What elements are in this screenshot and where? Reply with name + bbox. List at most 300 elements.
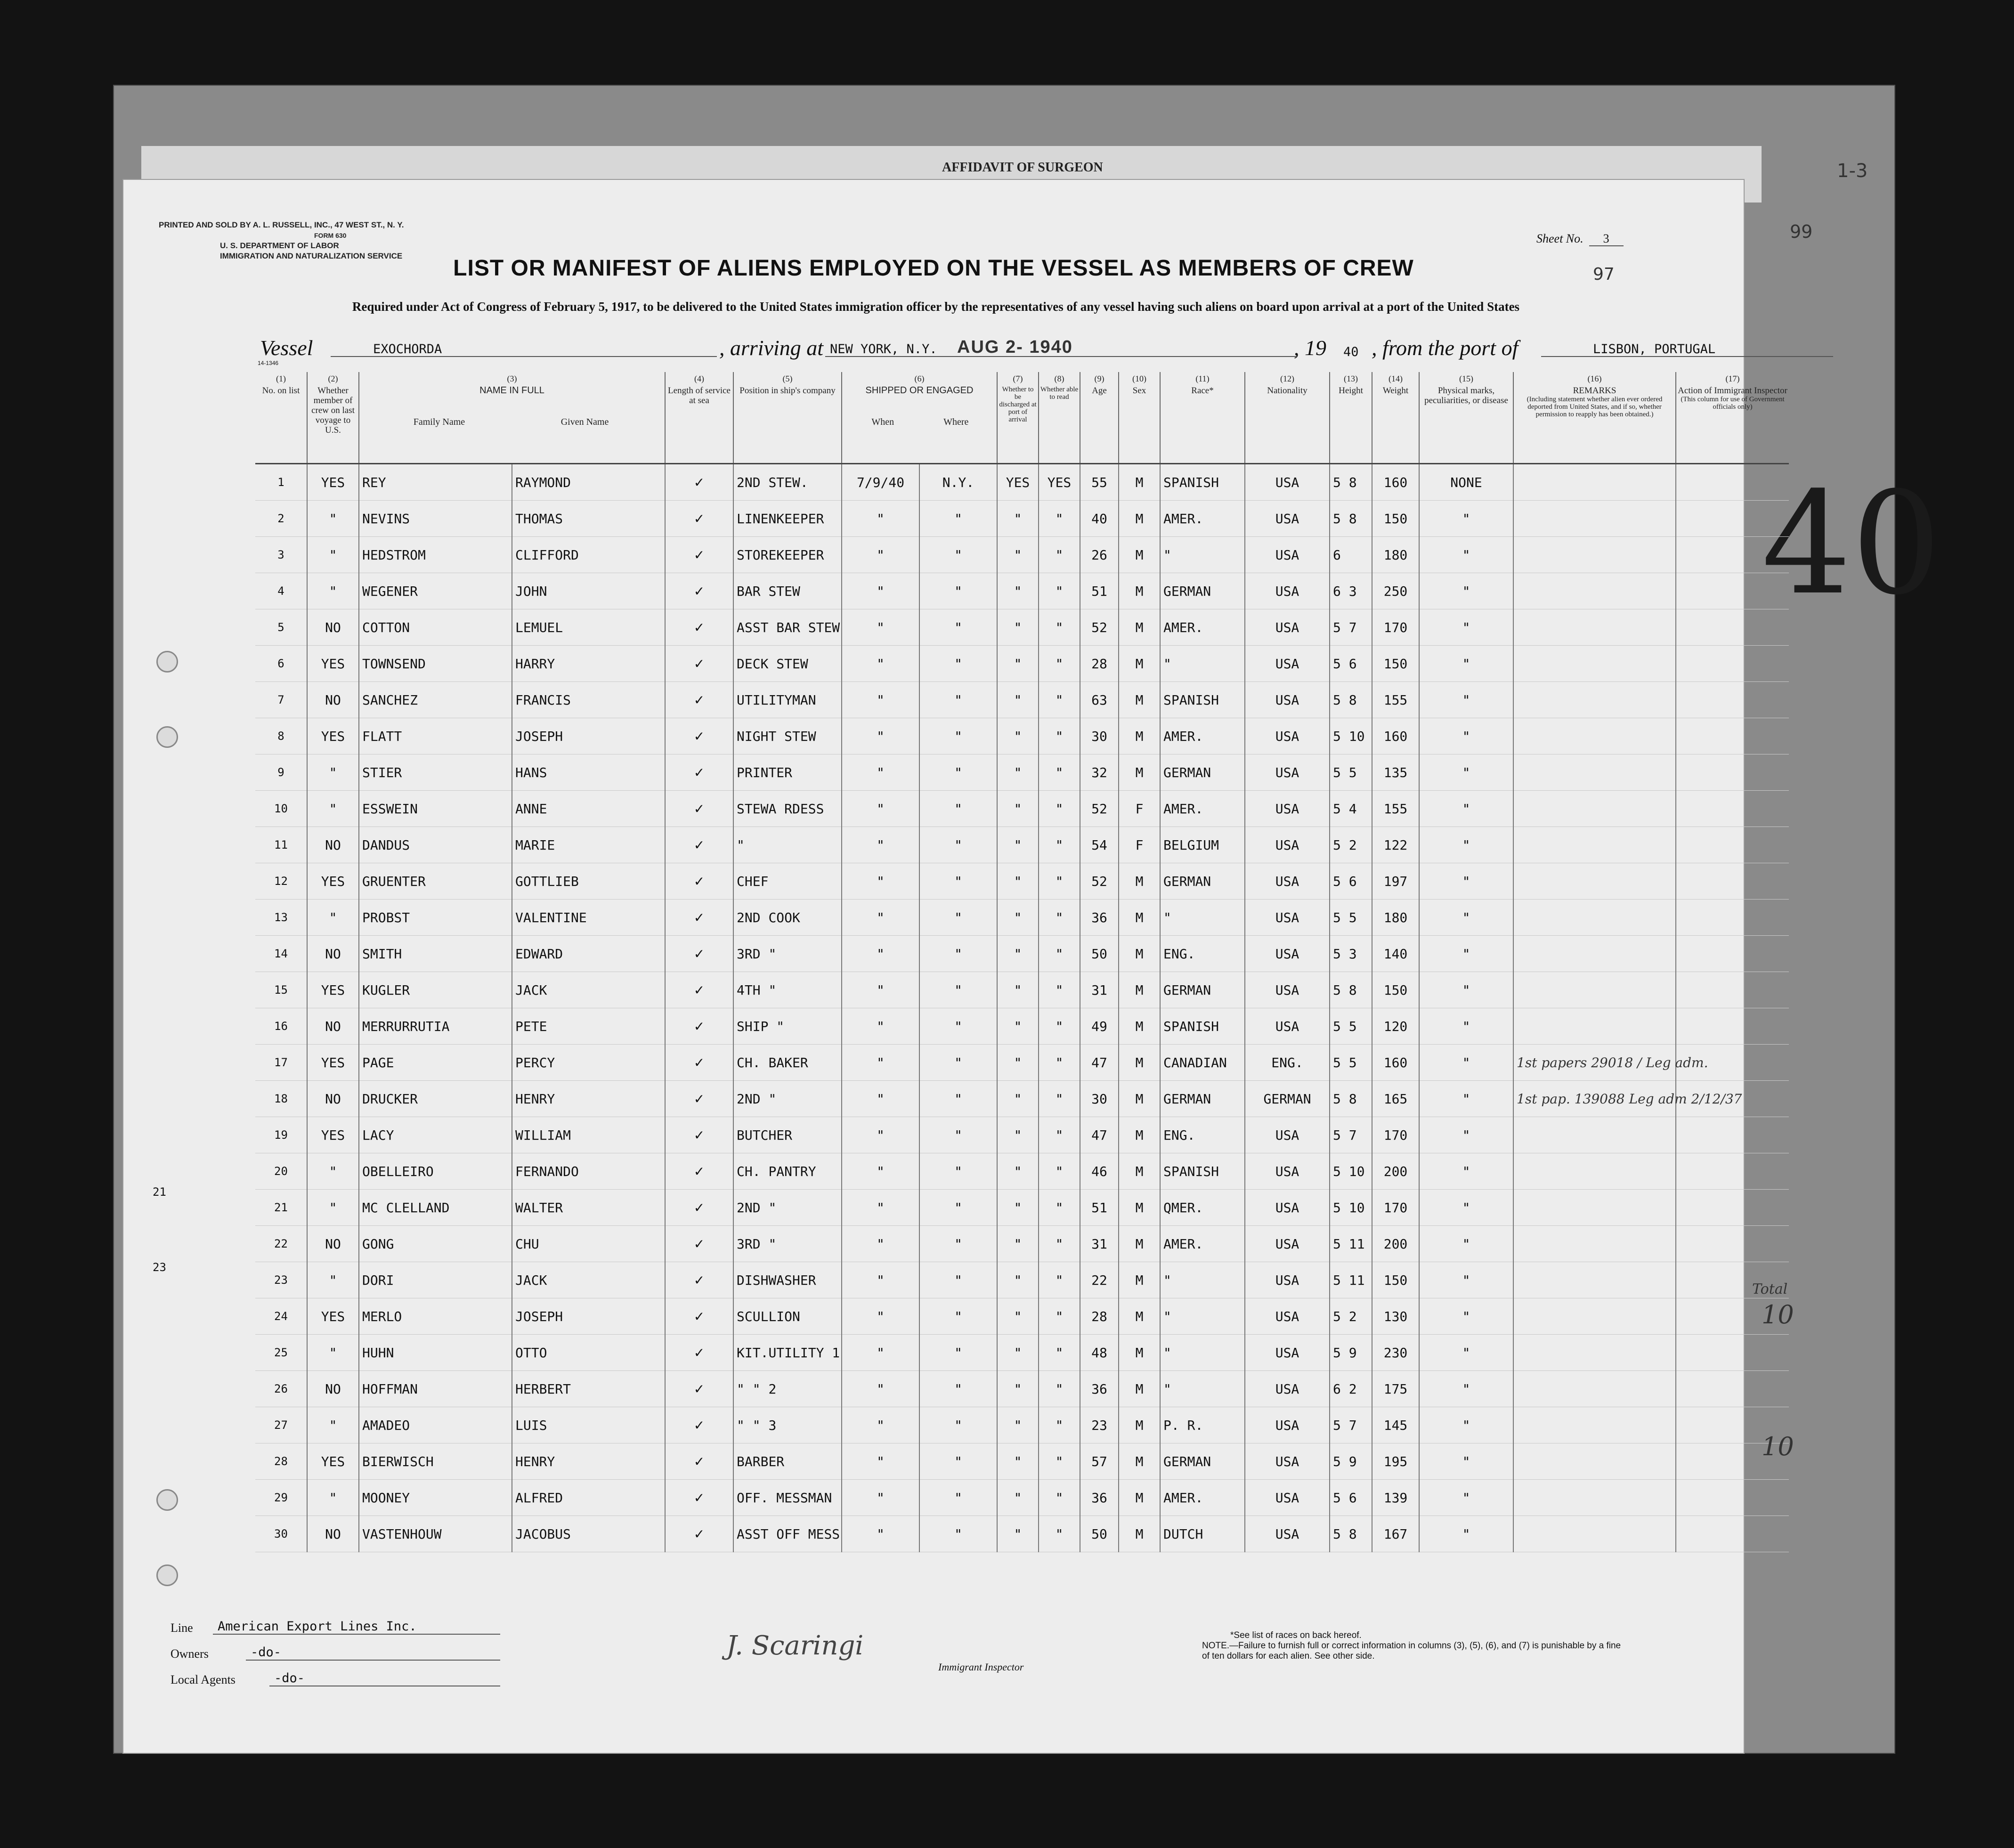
weight-cell: 170 — [1372, 1117, 1419, 1153]
table-row — [255, 972, 1789, 1008]
shipped-when-cell: " — [842, 1407, 919, 1443]
remarks-cell — [1513, 609, 1676, 646]
folio-number: 99 — [1790, 221, 1813, 242]
shipped-when-cell: " — [842, 646, 919, 682]
sex-cell: M — [1119, 1262, 1160, 1298]
remarks-cell — [1513, 827, 1676, 863]
table-row — [255, 537, 1789, 573]
discharged-cell: " — [997, 609, 1039, 646]
tally-value-1: 10 — [1762, 1300, 1794, 1329]
height-cell: 5 9 — [1330, 1443, 1372, 1480]
last-voyage-cell: " — [307, 1480, 359, 1516]
family-name-cell: REY — [359, 464, 512, 501]
height-cell: 5 11 — [1330, 1226, 1372, 1262]
service-check-cell: ✓ — [665, 1190, 733, 1226]
last-voyage-cell: YES — [307, 718, 359, 754]
shipped-when-cell: " — [842, 1262, 919, 1298]
sex-cell: F — [1119, 791, 1160, 827]
position-cell: PRINTER — [733, 754, 842, 791]
remarks-cell — [1513, 573, 1676, 609]
tally-value-2: 10 — [1762, 1432, 1794, 1461]
given-name-cell: FRANCIS — [512, 682, 665, 718]
family-name-cell: TOWNSEND — [359, 646, 512, 682]
table-row — [255, 609, 1789, 646]
age-cell: 31 — [1080, 972, 1119, 1008]
race-cell: GERMAN — [1160, 573, 1245, 609]
row-number-cell: 4 — [255, 573, 307, 609]
discharged-cell: " — [997, 972, 1039, 1008]
sheet-number — [1536, 232, 1624, 246]
inspector-action-cell — [1676, 1480, 1789, 1516]
able-to-read-cell: " — [1039, 718, 1080, 754]
row-number-cell: 10 — [255, 791, 307, 827]
able-to-read-cell: " — [1039, 1081, 1080, 1117]
able-to-read-cell: YES — [1039, 464, 1080, 501]
able-to-read-cell: " — [1039, 501, 1080, 537]
position-cell: DISHWASHER — [733, 1262, 842, 1298]
shipped-where-cell: " — [919, 1045, 997, 1081]
sex-cell: M — [1119, 900, 1160, 936]
remarks-cell — [1513, 1153, 1676, 1190]
shipped-where-cell: " — [919, 1117, 997, 1153]
col-shipped: (6) SHIPPED OR ENGAGED When Where — [842, 372, 997, 464]
discharged-cell: " — [997, 682, 1039, 718]
year-label: , 19 — [1294, 336, 1326, 360]
given-name-cell: HANS — [512, 754, 665, 791]
physical-marks-cell: " — [1419, 1371, 1513, 1407]
table-row — [255, 1008, 1789, 1045]
service-check-cell: ✓ — [665, 1516, 733, 1552]
sex-cell: M — [1119, 936, 1160, 972]
shipped-where-cell: " — [919, 791, 997, 827]
arrival-date-stamp: AUG 2- 1940 — [957, 337, 1073, 357]
remarks-cell — [1513, 718, 1676, 754]
shipped-when-cell: " — [842, 827, 919, 863]
row-number-cell: 30 — [255, 1516, 307, 1552]
weight-cell: 167 — [1372, 1516, 1419, 1552]
nationality-cell: USA — [1245, 1117, 1330, 1153]
family-name-cell: WEGENER — [359, 573, 512, 609]
shipped-when-cell: " — [842, 972, 919, 1008]
row-number-cell: 18 — [255, 1081, 307, 1117]
last-voyage-cell: " — [307, 900, 359, 936]
age-cell: 51 — [1080, 573, 1119, 609]
position-cell: OFF. MESSMAN — [733, 1480, 842, 1516]
service-check-cell: ✓ — [665, 1480, 733, 1516]
race-cell: P. R. — [1160, 1407, 1245, 1443]
discharged-cell: " — [997, 754, 1039, 791]
race-cell: AMER. — [1160, 791, 1245, 827]
table-row — [255, 754, 1789, 791]
given-name-cell: OTTO — [512, 1335, 665, 1371]
row-number-cell: 13 — [255, 900, 307, 936]
form-code: 14-1346 — [258, 360, 279, 366]
nationality-cell: USA — [1245, 1516, 1330, 1552]
remarks-cell — [1513, 1335, 1676, 1371]
able-to-read-cell: " — [1039, 1335, 1080, 1371]
physical-marks-cell: " — [1419, 972, 1513, 1008]
agents-field — [171, 1671, 305, 1687]
last-voyage-cell: NO — [307, 1008, 359, 1045]
footer — [171, 1612, 1725, 1729]
race-cell: QMER. — [1160, 1190, 1245, 1226]
able-to-read-cell: " — [1039, 1153, 1080, 1190]
shipped-when-cell: " — [842, 682, 919, 718]
remarks-cell: 1st pap. 139088 Leg adm 2/12/37 — [1513, 1081, 1676, 1117]
height-cell: 5 8 — [1330, 682, 1372, 718]
inspector-action-cell — [1676, 936, 1789, 972]
age-cell: 52 — [1080, 609, 1119, 646]
age-cell: 23 — [1080, 1407, 1119, 1443]
shipped-where-cell: " — [919, 1480, 997, 1516]
shipped-where-cell: " — [919, 1298, 997, 1335]
physical-marks-cell: " — [1419, 1153, 1513, 1190]
given-name-cell: VALENTINE — [512, 900, 665, 936]
race-cell: " — [1160, 537, 1245, 573]
physical-marks-cell: " — [1419, 791, 1513, 827]
position-cell: 2ND COOK — [733, 900, 842, 936]
table-row — [255, 863, 1789, 900]
family-name-cell: MOONEY — [359, 1480, 512, 1516]
shipped-when-cell: " — [842, 1226, 919, 1262]
discharged-cell: " — [997, 1516, 1039, 1552]
position-cell: CH. PANTRY — [733, 1153, 842, 1190]
last-voyage-cell: YES — [307, 1443, 359, 1480]
able-to-read-cell: " — [1039, 1371, 1080, 1407]
age-cell: 28 — [1080, 646, 1119, 682]
table-row — [255, 1480, 1789, 1516]
nationality-cell: USA — [1245, 1407, 1330, 1443]
shipped-where-cell: " — [919, 1407, 997, 1443]
shipped-where-cell: " — [919, 863, 997, 900]
row-number-cell: 1 — [255, 464, 307, 501]
shipped-where-cell: " — [919, 501, 997, 537]
shipped-when-cell: " — [842, 718, 919, 754]
physical-marks-cell: " — [1419, 501, 1513, 537]
sex-cell: M — [1119, 1298, 1160, 1335]
punch-hole — [156, 651, 178, 673]
height-cell: 6 3 — [1330, 573, 1372, 609]
inspector-action-cell — [1676, 537, 1789, 573]
race-cell: ENG. — [1160, 936, 1245, 972]
given-name-cell: LUIS — [512, 1407, 665, 1443]
position-cell: SCULLION — [733, 1298, 842, 1335]
height-cell: 5 8 — [1330, 1516, 1372, 1552]
physical-marks-cell: " — [1419, 1226, 1513, 1262]
race-cell: SPANISH — [1160, 1008, 1245, 1045]
age-cell: 26 — [1080, 537, 1119, 573]
shipped-where-cell: " — [919, 646, 997, 682]
shipped-where-cell: " — [919, 1190, 997, 1226]
able-to-read-cell: " — [1039, 791, 1080, 827]
discharged-cell: YES — [997, 464, 1039, 501]
position-cell: " — [733, 827, 842, 863]
position-cell: 4TH " — [733, 972, 842, 1008]
last-voyage-cell: YES — [307, 646, 359, 682]
weight-cell: 139 — [1372, 1480, 1419, 1516]
position-cell: SHIP " — [733, 1008, 842, 1045]
table-row — [255, 1153, 1789, 1190]
shipped-when-cell: " — [842, 863, 919, 900]
given-name-cell: HENRY — [512, 1081, 665, 1117]
row-number-cell: 28 — [255, 1443, 307, 1480]
remarks-cell — [1513, 1298, 1676, 1335]
position-cell: UTILITYMAN — [733, 682, 842, 718]
sex-cell: M — [1119, 1190, 1160, 1226]
sex-cell: M — [1119, 1443, 1160, 1480]
service-check-cell: ✓ — [665, 1081, 733, 1117]
nationality-cell: USA — [1245, 863, 1330, 900]
row-number-cell: 25 — [255, 1335, 307, 1371]
able-to-read-cell: " — [1039, 1443, 1080, 1480]
row-number-cell: 23 — [255, 1262, 307, 1298]
last-voyage-cell: " — [307, 1407, 359, 1443]
able-to-read-cell: " — [1039, 682, 1080, 718]
weight-cell: 155 — [1372, 791, 1419, 827]
physical-marks-cell: " — [1419, 1117, 1513, 1153]
able-to-read-cell: " — [1039, 827, 1080, 863]
row-number-cell: 3 — [255, 537, 307, 573]
nationality-cell: USA — [1245, 718, 1330, 754]
weight-cell: 160 — [1372, 464, 1419, 501]
arrival-port: NEW YORK, N.Y. — [830, 342, 937, 357]
last-voyage-cell: YES — [307, 1117, 359, 1153]
weight-cell: 150 — [1372, 1262, 1419, 1298]
row-number-cell: 16 — [255, 1008, 307, 1045]
given-name-cell: LEMUEL — [512, 609, 665, 646]
able-to-read-cell: " — [1039, 1298, 1080, 1335]
physical-marks-cell: " — [1419, 1335, 1513, 1371]
physical-marks-cell: " — [1419, 900, 1513, 936]
physical-marks-cell: " — [1419, 537, 1513, 573]
family-name-cell: GONG — [359, 1226, 512, 1262]
shipped-where-cell: " — [919, 682, 997, 718]
discharged-cell: " — [997, 1081, 1039, 1117]
sex-cell: M — [1119, 1335, 1160, 1371]
able-to-read-cell: " — [1039, 1008, 1080, 1045]
row-number-cell: 6 — [255, 646, 307, 682]
service-check-cell: ✓ — [665, 537, 733, 573]
page-subtitle: Required under Act of Congress of February 5, 1917, to be delivered to the United States immigration officer by the representatives of any vessel having such aliens on board upon arrival at a port of the United States — [352, 300, 1520, 314]
inspector-label: Immigrant Inspector — [938, 1661, 1024, 1673]
shipped-when-cell: " — [842, 1008, 919, 1045]
family-name-cell: KUGLER — [359, 972, 512, 1008]
weight-cell: 200 — [1372, 1226, 1419, 1262]
tally-label: Total — [1752, 1281, 1788, 1297]
nationality-cell: USA — [1245, 1226, 1330, 1262]
physical-marks-cell: " — [1419, 1081, 1513, 1117]
discharged-cell: " — [997, 1117, 1039, 1153]
nationality-cell: USA — [1245, 1190, 1330, 1226]
punch-hole — [156, 1564, 178, 1586]
race-cell: SPANISH — [1160, 682, 1245, 718]
last-voyage-cell: NO — [307, 1081, 359, 1117]
remarks-cell — [1513, 501, 1676, 537]
shipped-when-cell: " — [842, 1371, 919, 1407]
family-name-cell: COTTON — [359, 609, 512, 646]
race-cell: ENG. — [1160, 1117, 1245, 1153]
age-cell: 36 — [1080, 1480, 1119, 1516]
margin-note-b: 23 — [153, 1261, 166, 1274]
race-cell: GERMAN — [1160, 1443, 1245, 1480]
family-name-cell: HOFFMAN — [359, 1371, 512, 1407]
position-cell: BARBER — [733, 1443, 842, 1480]
able-to-read-cell: " — [1039, 936, 1080, 972]
nationality-cell: USA — [1245, 537, 1330, 573]
able-to-read-cell: " — [1039, 972, 1080, 1008]
remarks-cell — [1513, 464, 1676, 501]
shipped-where-cell: " — [919, 1226, 997, 1262]
header-row — [255, 372, 1789, 464]
nationality-cell: USA — [1245, 609, 1330, 646]
family-name-cell: PROBST — [359, 900, 512, 936]
family-name-cell: SMITH — [359, 936, 512, 972]
row-number-cell: 22 — [255, 1226, 307, 1262]
shipped-when-cell: " — [842, 1045, 919, 1081]
inspector-action-cell — [1676, 1117, 1789, 1153]
able-to-read-cell: " — [1039, 609, 1080, 646]
age-cell: 30 — [1080, 1081, 1119, 1117]
service-check-cell: ✓ — [665, 1443, 733, 1480]
given-name-cell: HENRY — [512, 1443, 665, 1480]
row-number-cell: 21 — [255, 1190, 307, 1226]
nationality-cell: USA — [1245, 501, 1330, 537]
weight-cell: 195 — [1372, 1443, 1419, 1480]
discharged-cell: " — [997, 573, 1039, 609]
physical-marks-cell: " — [1419, 646, 1513, 682]
physical-marks-cell: " — [1419, 1190, 1513, 1226]
sex-cell: M — [1119, 863, 1160, 900]
given-name-cell: EDWARD — [512, 936, 665, 972]
col-race: (11) Race* — [1160, 372, 1245, 464]
age-cell: 50 — [1080, 1516, 1119, 1552]
sex-cell: M — [1119, 754, 1160, 791]
shipped-where-cell: " — [919, 972, 997, 1008]
age-cell: 63 — [1080, 682, 1119, 718]
discharged-cell: " — [997, 900, 1039, 936]
nationality-cell: USA — [1245, 1298, 1330, 1335]
age-cell: 57 — [1080, 1443, 1119, 1480]
discharged-cell: " — [997, 537, 1039, 573]
service-check-cell: ✓ — [665, 573, 733, 609]
last-voyage-cell: NO — [307, 1371, 359, 1407]
discharged-cell: " — [997, 501, 1039, 537]
weight-cell: 230 — [1372, 1335, 1419, 1371]
physical-marks-cell: " — [1419, 609, 1513, 646]
table-row — [255, 1117, 1789, 1153]
shipped-where-cell: " — [919, 936, 997, 972]
given-name-cell: GOTTLIEB — [512, 863, 665, 900]
shipped-when-cell: " — [842, 609, 919, 646]
nationality-cell: USA — [1245, 900, 1330, 936]
sex-cell: M — [1119, 501, 1160, 537]
physical-marks-cell: " — [1419, 1480, 1513, 1516]
col-sex: (10) Sex — [1119, 372, 1160, 464]
last-voyage-cell: NO — [307, 936, 359, 972]
position-cell: ASST OFF MESS — [733, 1516, 842, 1552]
remarks-cell — [1513, 1226, 1676, 1262]
family-name-cell: ESSWEIN — [359, 791, 512, 827]
from-port-label: , from the port of — [1372, 336, 1519, 360]
table-row — [255, 900, 1789, 936]
position-cell: BUTCHER — [733, 1117, 842, 1153]
nationality-cell: USA — [1245, 573, 1330, 609]
family-name-cell: NEVINS — [359, 501, 512, 537]
shipped-when-cell: " — [842, 501, 919, 537]
given-name-cell: CHU — [512, 1226, 665, 1262]
row-number-cell: 19 — [255, 1117, 307, 1153]
race-cell: DUTCH — [1160, 1516, 1245, 1552]
shipped-when-cell: 7/9/40 — [842, 464, 919, 501]
family-name-cell: HUHN — [359, 1335, 512, 1371]
page-title: LIST OR MANIFEST OF ALIENS EMPLOYED ON THE VESSEL AS MEMBERS OF CREW — [453, 256, 1414, 281]
inspector-action-cell — [1676, 573, 1789, 609]
service-check-cell: ✓ — [665, 1262, 733, 1298]
family-name-cell: DORI — [359, 1262, 512, 1298]
physical-marks-cell: " — [1419, 1262, 1513, 1298]
line-value: American Export Lines Inc. — [213, 1619, 500, 1635]
weight-cell: 250 — [1372, 573, 1419, 609]
sheet-label: Sheet No. — [1536, 232, 1584, 245]
race-cell: AMER. — [1160, 718, 1245, 754]
remarks-cell — [1513, 1443, 1676, 1480]
large-count-note: 40 — [1762, 462, 1941, 626]
shipped-where-cell: " — [919, 1262, 997, 1298]
service-check-cell: ✓ — [665, 936, 733, 972]
able-to-read-cell: " — [1039, 1407, 1080, 1443]
agents-label: Local Agents — [171, 1673, 236, 1686]
family-name-cell: BIERWISCH — [359, 1443, 512, 1480]
discharged-cell: " — [997, 1226, 1039, 1262]
owners-value: -do- — [246, 1645, 500, 1661]
table-row — [255, 1335, 1789, 1371]
nationality-cell: USA — [1245, 1262, 1330, 1298]
last-voyage-cell: " — [307, 573, 359, 609]
remarks-cell — [1513, 1516, 1676, 1552]
sex-cell: M — [1119, 1516, 1160, 1552]
service-check-cell: ✓ — [665, 1226, 733, 1262]
discharged-cell: " — [997, 863, 1039, 900]
given-name-cell: JACK — [512, 1262, 665, 1298]
remarks-cell — [1513, 1190, 1676, 1226]
discharged-cell: " — [997, 936, 1039, 972]
inspector-action-cell — [1676, 1226, 1789, 1262]
inspector-action-cell — [1676, 791, 1789, 827]
row-number-cell: 14 — [255, 936, 307, 972]
last-voyage-cell: YES — [307, 1298, 359, 1335]
given-name-cell: JACK — [512, 972, 665, 1008]
given-name-cell: MARIE — [512, 827, 665, 863]
table-row — [255, 1407, 1789, 1443]
row-number-cell: 9 — [255, 754, 307, 791]
height-cell: 5 10 — [1330, 1153, 1372, 1190]
race-cell: AMER. — [1160, 1226, 1245, 1262]
table-row — [255, 1226, 1789, 1262]
last-voyage-cell: YES — [307, 972, 359, 1008]
col-physical: (15) Physical marks, peculiarities, or disease — [1419, 372, 1513, 464]
table-row — [255, 1371, 1789, 1407]
shipped-where-cell: " — [919, 1443, 997, 1480]
position-cell: 2ND STEW. — [733, 464, 842, 501]
service-check-cell: ✓ — [665, 1045, 733, 1081]
sex-cell: M — [1119, 646, 1160, 682]
weight-cell: 145 — [1372, 1407, 1419, 1443]
discharged-cell: " — [997, 646, 1039, 682]
owners-label: Owners — [171, 1647, 209, 1661]
able-to-read-cell: " — [1039, 1226, 1080, 1262]
discharged-cell: " — [997, 1045, 1039, 1081]
physical-marks-cell: NONE — [1419, 464, 1513, 501]
